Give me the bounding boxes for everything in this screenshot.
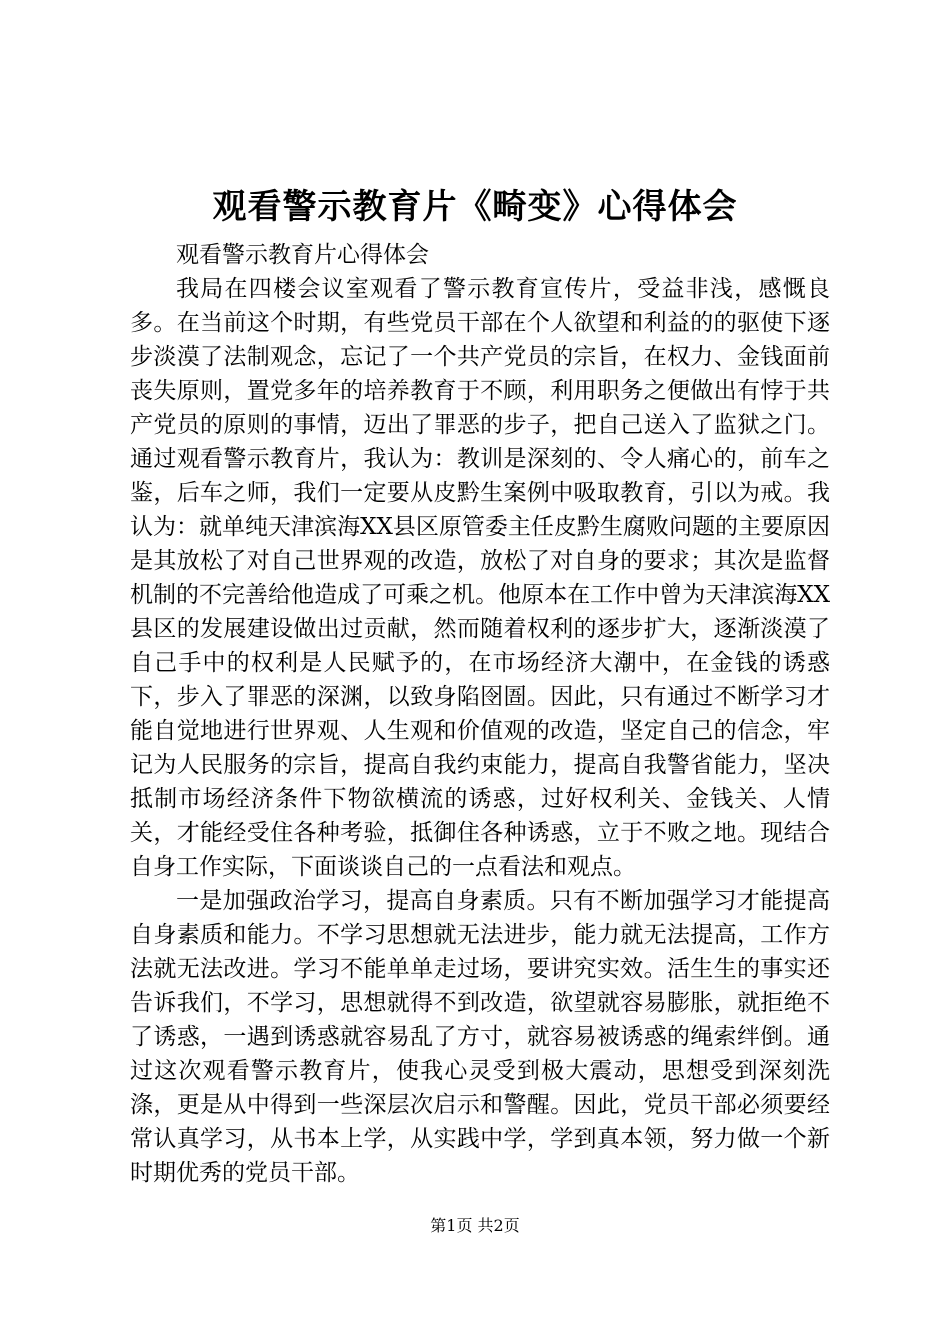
- document-subtitle: 观看警示教育片心得体会: [176, 242, 429, 268]
- page-number: 第1页 共2页: [430, 1216, 520, 1235]
- body-paragraph: 一是加强政治学习，提高自身素质。只有不断加强学习才能提高自身素质和能力。不学习思想就无法进步，能力就无法提高，工作方法就无法改进。学习不能单单走过场，要讲究实效。活生生的事实还告诉我们，不学习，思想就得不到改造，欲望就容易膨胀，就拒绝不了诱惑，一遇到诱惑就容易乱了方寸，就容易被诱惑的绳索绊倒。通过这次观看警示教育片，使我心灵受到极大震动，思想受到深刻洗涤，更是从中得到一些深层次启示和警醒。因此，党员干部必须要经常认真学习，从书本上学，从实践中学，学到真本领，努力做一个新时期优秀的党员干部。: [130, 888, 830, 1186]
- body-paragraph: 我局在四楼会议室观看了警示教育宣传片，受益非浅，感慨良多。在当前这个时期，有些党员干部在个人欲望和利益的的驱使下逐步淡漠了法制观念，忘记了一个共产党员的宗旨，在权力、金钱面前丧失原则，置党多年的培养教育于不顾，利用职务之便做出有悖于共产党员的原则的事情，迈出了罪恶的步子，把自己送入了监狱之门。通过观看警示教育片，我认为：教训是深刻的、令人痛心的，前车之鉴，后车之师，我们一定要从皮黔生案例中吸取教育，引以为戒。我认为：就单纯天津滨海XX县区原管委主任皮黔生腐败问题的主要原因是其放松了对自己世界观的改造，放松了对自身的要求；其次是监督机制的不完善给他造成了可乘之机。他原本在工作中曾为天津滨海XX县区的发展建设做出过贡献，然而随着权利的逐步扩大，逐渐淡漠了自己手中的权利是人民赋予的，在市场经济大潮中，在金钱的诱惑下，步入了罪恶的深渊，以致身陷囹圄。因此，只有通过不断学习才能自觉地进行世界观、人生观和价值观的改造，坚定自己的信念，牢记为人民服务的宗旨，提高自我约束能力，提高自我警省能力，坚决抵制市场经济条件下物欲横流的诱惑，过好权利关、金钱关、人情关，才能经受住各种考验，抵御住各种诱惑，立于不败之地。现结合自身工作实际，下面谈谈自己的一点看法和观点。: [130, 276, 830, 880]
- page-footer: [0, 1215, 950, 1237]
- document-title: 观看警示教育片《畸变》心得体会: [212, 187, 738, 227]
- document-body: [130, 238, 830, 1190]
